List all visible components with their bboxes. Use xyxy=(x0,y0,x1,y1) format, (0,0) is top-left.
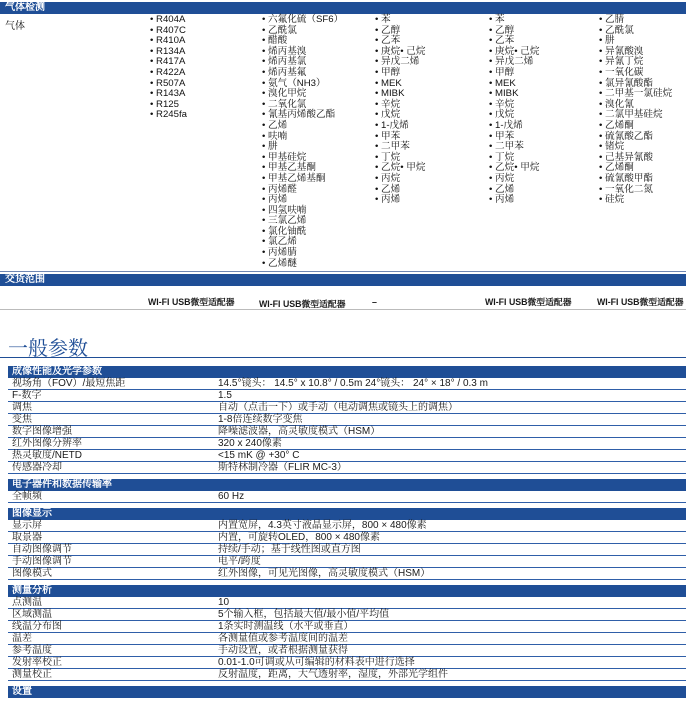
gas-item: • 1-戊烯 xyxy=(375,119,409,131)
gas-item: • 丙烯 xyxy=(262,194,288,206)
spec-label: 测量校正 xyxy=(12,669,52,680)
spec-label: 全帧频 xyxy=(12,491,42,502)
gas-item: • 庚烷• 己烷 xyxy=(489,45,540,57)
gas-item: • 二甲苯 xyxy=(489,141,524,153)
accessory-item: WI-FI USB微型适配器 xyxy=(259,299,346,309)
spec-label: F-数字 xyxy=(12,390,42,401)
spec-group-title: 电子器件和数据传输率 xyxy=(12,479,112,490)
spec-value: 1条实时测温线（水平或垂直） xyxy=(218,621,354,632)
gas-item: • 乙醇 xyxy=(375,24,401,36)
gas-item: • 乙烯醚 xyxy=(262,257,297,269)
gas-item: • 乙醇 xyxy=(489,24,515,36)
gas-item: • 1-戊烯 xyxy=(489,119,523,131)
spec-row xyxy=(8,532,686,544)
gas-item: • 甲基硅烷 xyxy=(262,151,307,163)
spec-label: 红外图像分辨率 xyxy=(12,438,82,449)
accessory-item: WI-FI USB微型适配器 xyxy=(597,297,684,307)
spec-value: 各测量值或参考温度间的温差 xyxy=(218,633,348,644)
gas-column-1 xyxy=(150,15,187,121)
gas-item: • 乙烷• 甲烷 xyxy=(489,162,540,174)
spec-value: 电平/跨度 xyxy=(218,556,261,567)
spec-row xyxy=(8,414,686,426)
spec-value: 内置，可旋转OLED，800 × 480像素 xyxy=(218,532,380,543)
spec-value: 320 x 240像素 xyxy=(218,438,282,449)
gas-section-header xyxy=(0,2,686,14)
spec-label: 线温分布图 xyxy=(12,621,62,632)
gas-item: • 己基异氰酸 xyxy=(599,151,653,163)
spec-row xyxy=(8,402,686,414)
gas-item: • 乙苯 xyxy=(489,35,515,47)
spec-value: 内置宽屏，4.3英寸液晶显示屏，800 × 480像素 xyxy=(218,520,427,531)
gas-item: • 三氯乙烯 xyxy=(262,215,307,227)
spec-group-title: 设置 xyxy=(12,686,32,697)
gas-item: • 氯异氰酸酯 xyxy=(599,77,653,89)
gas-item: • 一氧化二氮 xyxy=(599,183,653,195)
gas-item: • 丙烯 xyxy=(375,194,401,206)
gas-item: • 肼 xyxy=(262,141,278,153)
gas-item: • 异氰丁烷 xyxy=(599,56,644,68)
gas-item: • 甲基乙烯基酮 xyxy=(262,172,326,184)
spec-row xyxy=(8,556,686,568)
gas-item: • R134A xyxy=(150,45,186,57)
gas-item: • 烯丙基氟 xyxy=(262,66,307,78)
spec-label: 温差 xyxy=(12,633,32,644)
accessory-item: WI-FI USB微型适配器 xyxy=(485,297,572,307)
gas-item: • 丁烷 xyxy=(375,151,401,163)
gas-item: • 苯 xyxy=(489,14,505,25)
gas-item: • MEK xyxy=(375,77,402,89)
gas-item: • 锗烷 xyxy=(599,141,625,153)
gas-item: • 丙烯醛 xyxy=(262,183,297,195)
gas-item: • 硫氰酸甲酯 xyxy=(599,172,653,184)
spec-label: 变焦 xyxy=(12,414,32,425)
spec-value: 自动（点击一下）或手动（电动调焦或镜头上的调焦） xyxy=(218,402,458,413)
spec-value: 红外图像，可见光图像，高灵敏度模式（HSM） xyxy=(218,568,431,579)
spec-group-title: 测量分析 xyxy=(12,585,52,596)
gas-item: • 乙酰氯 xyxy=(599,24,634,36)
accessories-section-header xyxy=(0,274,686,286)
title-rule xyxy=(0,357,686,358)
gas-item: • 庚烷• 己烷 xyxy=(375,45,426,57)
gas-item: • 四氢呋喃 xyxy=(262,204,307,216)
gas-item: • 氰基丙烯酸乙酯 xyxy=(262,109,336,121)
spec-label: 自动图像调节 xyxy=(12,544,72,555)
spec-group-header xyxy=(8,508,686,520)
gas-item: • 甲苯 xyxy=(489,130,515,142)
gas-item: • 丙烷 xyxy=(489,172,515,184)
gas-item: • 戊烷 xyxy=(489,109,515,121)
spec-row xyxy=(8,438,686,450)
gas-item: • 硅烷 xyxy=(599,194,625,206)
gas-item: • 氯乙烯 xyxy=(262,236,297,248)
gas-item: • R143A xyxy=(150,88,186,100)
gas-column-3 xyxy=(375,15,425,206)
spec-row xyxy=(8,462,686,474)
spec-row xyxy=(8,520,686,532)
spec-row xyxy=(8,657,686,669)
gas-column-5 xyxy=(599,15,672,206)
gas-item: • 辛烷 xyxy=(375,98,401,110)
page-title: 一般参数 xyxy=(8,338,88,360)
spec-value: 14.5°镜头： 14.5° x 10.8° / 0.5m 24°镜头： 24° × 18° / 0.3 m xyxy=(218,378,488,389)
gas-item: • 丙烯腈 xyxy=(262,247,297,259)
gas-item: • R245fa xyxy=(150,109,187,121)
spec-row xyxy=(8,450,686,462)
spec-value: 反射温度，距离，大气透射率，湿度，外部光学组件 xyxy=(218,669,448,680)
spec-group-title: 图像显示 xyxy=(12,508,52,519)
spec-value: 10 xyxy=(218,597,230,608)
gas-item: • 烯丙基溴 xyxy=(262,45,307,57)
spec-group-header xyxy=(8,585,686,597)
spec-label: 参考温度 xyxy=(12,645,52,656)
gas-item: • R422A xyxy=(150,66,186,78)
spec-row xyxy=(8,633,686,645)
gas-item: • R407C xyxy=(150,24,186,36)
spec-label: 手动图像调节 xyxy=(12,556,72,567)
spec-row xyxy=(8,426,686,438)
gas-item: • MIBK xyxy=(489,88,519,100)
spec-value: 0.01-1.0可调或从可编辑的材料表中进行选择 xyxy=(218,657,415,668)
gas-item: • R507A xyxy=(150,77,186,89)
gas-item: • 乙烯 xyxy=(489,183,515,195)
gas-item: • R125 xyxy=(150,98,179,110)
gas-item: • 二甲苯 xyxy=(375,141,410,153)
spec-row xyxy=(8,544,686,556)
gas-item: • 异戊二烯 xyxy=(375,56,420,68)
spec-group-header xyxy=(8,479,686,491)
spec-row xyxy=(8,390,686,402)
spec-group-header xyxy=(8,366,686,378)
gas-item: • 丁烷 xyxy=(489,151,515,163)
gas-item: • 甲基乙基酮 xyxy=(262,162,316,174)
spec-value: 持续/手动；基于线性图或直方图 xyxy=(218,544,361,555)
spec-label: 热灵敏度/NETD xyxy=(12,450,82,461)
gas-item: • 乙烯酮 xyxy=(599,162,634,174)
gas-row-label: 气体 xyxy=(5,21,25,32)
gas-item: • 二氯甲基硅烷 xyxy=(599,109,663,121)
gas-item: • R404A xyxy=(150,14,186,25)
gas-item: • 异氰酸溴 xyxy=(599,45,644,57)
gas-item: • 一氧化碳 xyxy=(599,66,644,78)
gas-section-divider xyxy=(0,271,686,272)
spec-row xyxy=(8,491,686,503)
gas-item: • 甲醇 xyxy=(375,66,401,78)
gas-item: • 甲醇 xyxy=(489,66,515,78)
gas-section-title: 气体检测 xyxy=(5,2,45,13)
gas-item: • 乙苯 xyxy=(375,35,401,47)
accessory-item: WI-FI USB微型适配器 xyxy=(148,297,235,307)
gas-item: • 乙烯 xyxy=(375,183,401,195)
gas-item: • 丙烷 xyxy=(375,172,401,184)
gas-item: • 丙烯 xyxy=(489,194,515,206)
spec-row xyxy=(8,669,686,681)
gas-item: • 氨气（NH3） xyxy=(262,77,326,89)
spec-row xyxy=(8,597,686,609)
gas-item: • 氯化铀酰 xyxy=(262,225,307,237)
gas-item: • 乙酰氯 xyxy=(262,24,297,36)
gas-item: • R417A xyxy=(150,56,186,68)
gas-item: • R410A xyxy=(150,35,186,47)
spec-label: 传感器冷却 xyxy=(12,462,62,473)
gas-item: • 烯丙基氯 xyxy=(262,56,307,68)
accessories-section-title: 交货范围 xyxy=(5,274,45,285)
spec-value: <15 mK @ +30° C xyxy=(218,450,300,461)
gas-column-2 xyxy=(262,15,343,269)
spec-label: 图像模式 xyxy=(12,568,52,579)
spec-label: 显示屏 xyxy=(12,520,42,531)
gas-item: • 苯 xyxy=(375,14,391,25)
gas-item: • 溴化甲烷 xyxy=(262,88,307,100)
spec-value: 1.5 xyxy=(218,390,232,401)
spec-row xyxy=(8,378,686,390)
accessories-divider xyxy=(0,309,686,310)
gas-column-4 xyxy=(489,15,539,206)
gas-item: • MEK xyxy=(489,77,516,89)
gas-item: • 乙腈 xyxy=(599,14,625,25)
spec-value: 手动设置，或者根据测量获得 xyxy=(218,645,348,656)
spec-value: 60 Hz xyxy=(218,491,245,502)
gas-item: • MIBK xyxy=(375,88,405,100)
gas-item: • 乙烯酮 xyxy=(599,119,634,131)
spec-label: 点测温 xyxy=(12,597,42,608)
spec-group-title: 成像性能及光学参数 xyxy=(12,366,102,377)
gas-item: • 异戊二烯 xyxy=(489,56,534,68)
spec-group-header xyxy=(8,686,686,698)
gas-item: • 二氧化氯 xyxy=(262,98,307,110)
spec-row xyxy=(8,621,686,633)
spec-value: 5个输入框，包括最大值/最小值/平均值 xyxy=(218,609,390,620)
gas-item: • 乙烷• 甲烷 xyxy=(375,162,426,174)
gas-item: • 戊烷 xyxy=(375,109,401,121)
gas-item: • 甲苯 xyxy=(375,130,401,142)
spec-row xyxy=(8,645,686,657)
gas-item: • 六氟化硫（SF6） xyxy=(262,14,344,25)
gas-item: • 肼 xyxy=(599,35,615,47)
gas-item: • 溴化氰 xyxy=(599,98,634,110)
spec-label: 数字图像增强 xyxy=(12,426,72,437)
spec-label: 发射率校正 xyxy=(12,657,62,668)
gas-item: • 硫氰酸乙酯 xyxy=(599,130,653,142)
accessory-item: – xyxy=(372,297,377,307)
spec-value: 斯特林制冷器（FLIR MC-3） xyxy=(218,462,347,473)
spec-label: 视场角（FOV）/最短焦距 xyxy=(12,378,126,389)
spec-value: 降噪滤波器，高灵敏度模式（HSM） xyxy=(218,426,381,437)
gas-item: • 呋喃 xyxy=(262,130,288,142)
spec-row xyxy=(8,609,686,621)
spec-row xyxy=(8,568,686,580)
spec-label: 区域测温 xyxy=(12,609,52,620)
gas-item: • 醋酸 xyxy=(262,35,288,47)
spec-value: 1-8倍连续数字变焦 xyxy=(218,414,303,425)
gas-item: • 二甲基一氯硅烷 xyxy=(599,88,673,100)
gas-item: • 乙烯 xyxy=(262,119,288,131)
gas-item: • 辛烷 xyxy=(489,98,515,110)
spec-label: 取景器 xyxy=(12,532,42,543)
spec-label: 调焦 xyxy=(12,402,32,413)
